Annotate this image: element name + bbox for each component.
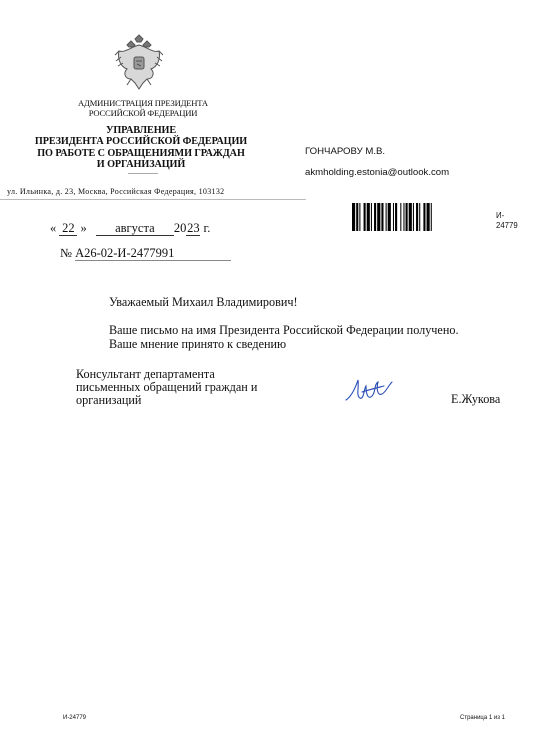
department-line: ПРЕЗИДЕНТА РОССИЙСКОЙ ФЕДЕРАЦИИ — [34, 136, 248, 148]
recipient-email: akmholding.estonia@outlook.com — [305, 167, 450, 178]
date-open-quote: « — [50, 221, 57, 235]
barcode-bar — [393, 203, 394, 231]
department-line: ПО РАБОТЕ С ОБРАЩЕНИЯМИ ГРАЖДАН — [37, 147, 245, 159]
date-day: 22 — [59, 222, 77, 236]
barcode-bar — [403, 203, 404, 231]
barcode-bar — [386, 203, 387, 231]
signer-title-line: Консультант департамента — [76, 367, 215, 381]
barcode-bar — [352, 203, 355, 231]
department-name — [30, 125, 252, 170]
barcode-bar — [364, 203, 366, 231]
address-divider — [0, 199, 306, 200]
administration-line: РОССИЙСКОЙ ФЕДЕРАЦИИ — [88, 108, 198, 118]
barcode — [352, 203, 490, 231]
barcode-bar — [431, 203, 432, 231]
barcode-bar — [359, 203, 360, 231]
barcode-id-line: 24779 — [496, 221, 518, 230]
coat-of-arms-icon — [113, 33, 165, 91]
barcode-bar — [423, 203, 425, 231]
department-line: УПРАВЛЕНИЕ — [105, 125, 177, 136]
footer-page-count: Страница 1 из 1 — [460, 715, 505, 721]
barcode-bar — [406, 203, 408, 231]
letter-body-line: Ваше письмо на имя Президента Российской Федерации получено. — [109, 323, 459, 337]
barcode-id-line: И- — [496, 211, 505, 220]
barcode-bar — [400, 203, 401, 231]
barcode-bar — [377, 203, 380, 231]
signer-name: Е.Жукова — [451, 392, 501, 406]
header-divider — [128, 173, 158, 174]
department-line: И ОРГАНИЗАЦИЙ — [96, 158, 186, 170]
administration-name — [60, 98, 226, 118]
document-number — [60, 246, 231, 261]
letter-body-line: Ваше мнение принято к сведению — [109, 337, 287, 351]
letter-greeting: Уважаемый Михаил Владимирович! — [109, 295, 298, 309]
barcode-bar — [356, 203, 358, 231]
barcode-bar — [388, 203, 391, 231]
signer-title — [76, 368, 276, 407]
barcode-bar — [427, 203, 430, 231]
barcode-bar — [381, 203, 383, 231]
date-month: августа — [96, 222, 174, 236]
barcode-bar — [395, 203, 397, 231]
barcode-bar — [419, 203, 420, 231]
barcode-bar — [416, 203, 418, 231]
document-date — [50, 221, 210, 236]
footer-document-id: И-24779 — [63, 715, 86, 721]
date-year: 23 — [187, 221, 200, 235]
number-value: А26-02-И-2477991 — [75, 246, 231, 261]
date-century: 20 — [173, 221, 187, 235]
signer-title-line: организаций — [76, 393, 142, 407]
date-suffix: г. — [203, 221, 211, 235]
number-prefix: № — [60, 246, 72, 260]
barcode-bar — [371, 203, 372, 231]
barcode-bar — [374, 203, 376, 231]
barcode-bar — [367, 203, 370, 231]
sender-address: ул. Ильинка, д. 23, Москва, Российская Федерация, 103132 — [7, 187, 225, 196]
barcode-id — [496, 211, 526, 231]
administration-line: АДМИНИСТРАЦИЯ ПРЕЗИДЕНТА — [78, 98, 208, 108]
signer-title-line: письменных обращений граждан и — [76, 380, 258, 394]
recipient-name: ГОНЧАРОВУ М.В. — [305, 146, 386, 157]
barcode-bar — [409, 203, 412, 231]
barcode-bar — [413, 203, 414, 231]
date-close-quote: » — [80, 221, 87, 235]
handwritten-signature-icon — [342, 374, 398, 408]
